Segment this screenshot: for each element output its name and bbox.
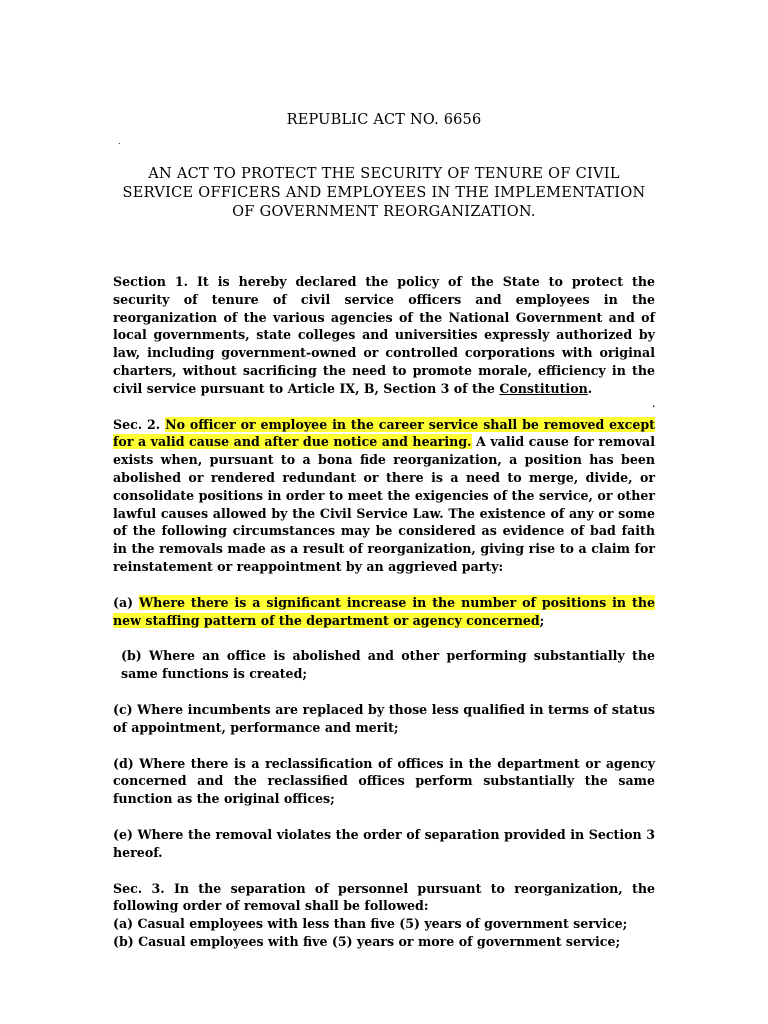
section-1-end: .	[587, 380, 593, 396]
section-3-label: Sec. 3.	[113, 880, 165, 896]
section-2	[113, 416, 655, 576]
item-c: (c) Where incumbents are replaced by those less qualified in terms of status of appointment, performance and merit;	[113, 701, 655, 735]
item-a-highlight: Where there is a significant increase in the number of positions in the new staffing pattern of the department or agency concerned	[113, 594, 655, 628]
item-a-end: ;	[539, 612, 545, 628]
item-a	[113, 594, 655, 630]
document-title: REPUBLIC ACT NO. 6656	[286, 112, 482, 128]
stray-dot-right: .	[652, 398, 655, 409]
document-subtitle: AN ACT TO PROTECT THE SECURITY OF TENURE OF CIVIL SERVICE OFFICERS AND EMPLOYEES IN THE IMPLEMENTATION OF GOVERNMENT REORGANIZATION.	[122, 166, 646, 220]
item-e: (e) Where the removal violates the order of separation provided in Section 3 hereof.	[113, 826, 655, 860]
section-3-item-b: (b) Casual employees with five (5) years or more of government service;	[113, 933, 621, 949]
item-a-label: (a)	[113, 594, 140, 610]
section-2-text: A valid cause for removal exists when, pursuant to a bona fide reorganization, a position has been abolished or rendered redundant or there is a need to merge, divide, or consolidate positions in order to meet the exigencies of the service, or other lawful causes allowed by the Civil Service Law. The existence of any or some of the following circumstances may be considered as evidence of bad faith in the removals made as a result of reorganization, giving rise to a claim for reinstatement or reappointment by an aggrieved party:	[113, 434, 655, 574]
section-spacer	[113, 398, 655, 416]
constitution-link[interactable]: Constitution	[499, 380, 588, 396]
item-b: (b) Where an office is abolished and other performing substantially the same functions is created;	[121, 648, 655, 682]
section-1-text: It is hereby declared the policy of the State to protect the security of tenure of civil service officers and employees in the reorganization of the various agencies of the National Government and of local governments, state colleges and universities expressly authorized by law, including government-owned or controlled corporations with original charters, without sacrificing the need to promote morale, efficiency in the civil service pursuant to Article IX, B, Section 3 of the	[113, 274, 655, 396]
section-3	[113, 880, 655, 916]
section-3-text: In the separation of personnel pursuant to reorganization, the following order of removal shall be followed:	[113, 880, 655, 914]
document-body	[113, 273, 655, 951]
stray-dot: .	[118, 137, 121, 146]
section-1-label: Section 1.	[113, 274, 189, 289]
section-2-label: Sec. 2.	[113, 416, 161, 432]
item-d: (d) Where there is a reclassification of offices in the department or agency concerned and the reclassified offices perform substantially the same function as the original offices;	[113, 755, 655, 807]
section-1	[113, 273, 655, 398]
section-2-highlight: No officer or employee in the career service shall be removed except for a valid cause and after due notice and hearing.	[113, 416, 655, 450]
section-3-item-a: (a) Casual employees with less than five (5) years of government service;	[113, 916, 628, 932]
